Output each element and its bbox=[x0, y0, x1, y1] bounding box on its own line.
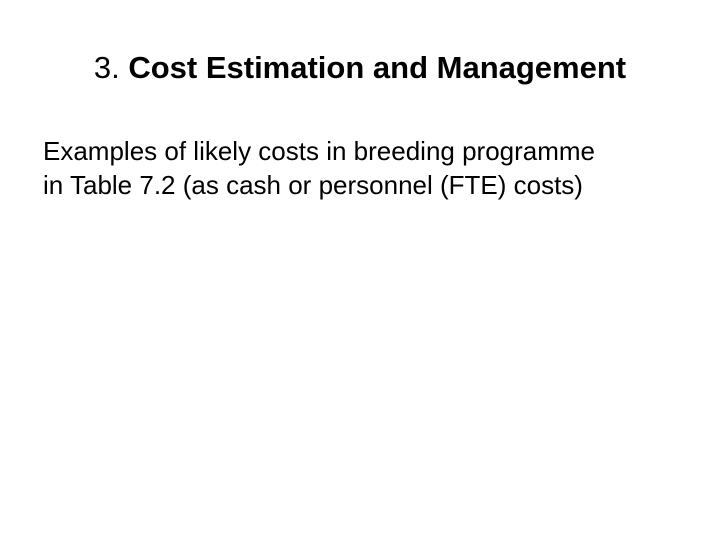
slide-title-text: Cost Estimation and Management bbox=[128, 50, 627, 85]
slide-body-line-2: in Table 7.2 (as cash or personnel (FTE) costs) bbox=[43, 170, 583, 200]
slide-title bbox=[0, 48, 720, 88]
slide-title-number: 3. bbox=[93, 50, 129, 85]
slide-body-line-1: Examples of likely costs in breeding programme bbox=[43, 136, 596, 166]
slide-body bbox=[43, 134, 703, 202]
